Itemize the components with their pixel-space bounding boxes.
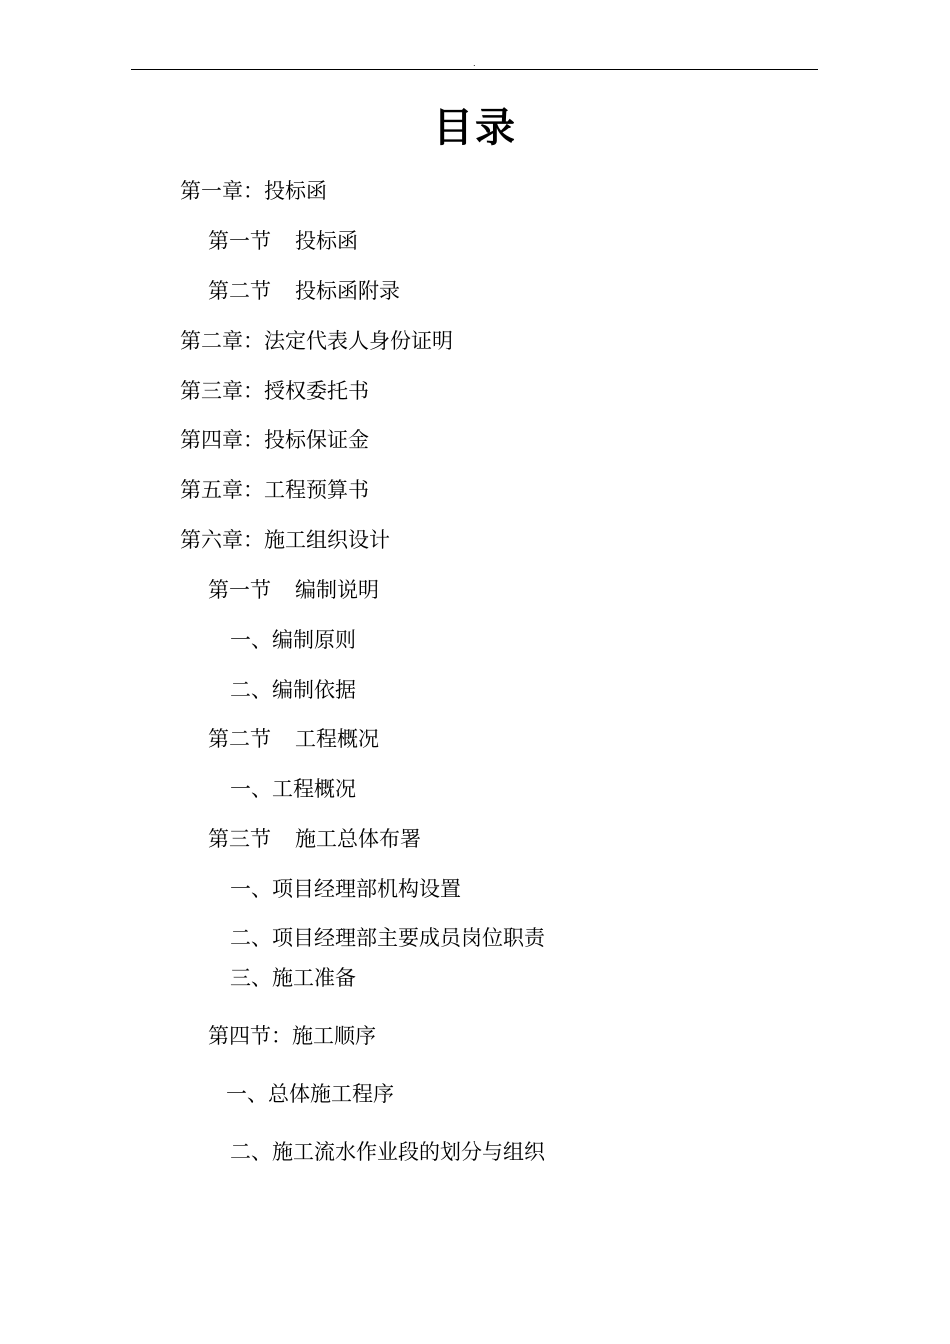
toc-subsection[interactable] [230, 964, 356, 992]
toc-label: 二、项目经理部主要成员岗位职责 [230, 926, 545, 950]
toc-subsection[interactable] [230, 875, 461, 903]
toc-subsection[interactable] [226, 1080, 394, 1108]
toc-label: 第四章：投标保证金 [180, 428, 369, 452]
toc-text: 编制说明 [295, 578, 379, 602]
toc-label: 第三章：授权委托书 [180, 379, 369, 403]
toc-label: 第一节 [208, 578, 271, 602]
toc-label: 第一节 [208, 229, 271, 253]
toc-section[interactable] [208, 725, 379, 753]
toc-label: 二、编制依据 [230, 678, 356, 702]
page-title: 目录 [433, 105, 517, 151]
toc-section[interactable] [208, 1022, 376, 1050]
toc-section[interactable] [208, 227, 358, 255]
toc-chapter-3[interactable] [180, 377, 369, 405]
toc-label: 第五章：工程预算书 [180, 478, 369, 502]
toc-subsection[interactable] [230, 775, 356, 803]
toc-subsection[interactable] [230, 1138, 545, 1166]
toc-label: 一、总体施工程序 [226, 1082, 394, 1106]
toc-label: 第四节：施工顺序 [208, 1024, 376, 1048]
toc-section[interactable] [208, 576, 379, 604]
toc-chapter-1[interactable] [180, 177, 327, 205]
toc-chapter-5[interactable] [180, 476, 369, 504]
toc-text: 施工总体布署 [295, 827, 421, 851]
toc-section[interactable] [208, 825, 421, 853]
toc-text: 投标函 [295, 229, 358, 253]
toc-label: 第一章：投标函 [180, 179, 327, 203]
toc-label: 第二节 [208, 727, 271, 751]
toc-chapter-4[interactable] [180, 426, 369, 454]
toc-subsection[interactable] [230, 924, 545, 952]
toc-text: 工程概况 [295, 727, 379, 751]
toc-label: 第二章：法定代表人身份证明 [180, 329, 453, 353]
toc-chapter-2[interactable] [180, 327, 453, 355]
toc-label: 一、工程概况 [230, 777, 356, 801]
toc-text: 投标函附录 [295, 279, 400, 303]
toc-label: 二、施工流水作业段的划分与组织 [230, 1140, 545, 1164]
toc-label: 第二节 [208, 279, 271, 303]
toc-label: 三、施工准备 [230, 966, 356, 990]
toc-section[interactable] [208, 277, 400, 305]
toc-label: 第三节 [208, 827, 271, 851]
toc-label: 第六章：施工组织设计 [180, 528, 390, 552]
toc-chapter-6[interactable] [180, 526, 390, 554]
toc-label: 一、编制原则 [230, 628, 356, 652]
header-mark: . [473, 59, 476, 68]
toc-subsection[interactable] [230, 676, 356, 704]
toc-label: 一、项目经理部机构设置 [230, 877, 461, 901]
toc-subsection[interactable] [230, 626, 356, 654]
